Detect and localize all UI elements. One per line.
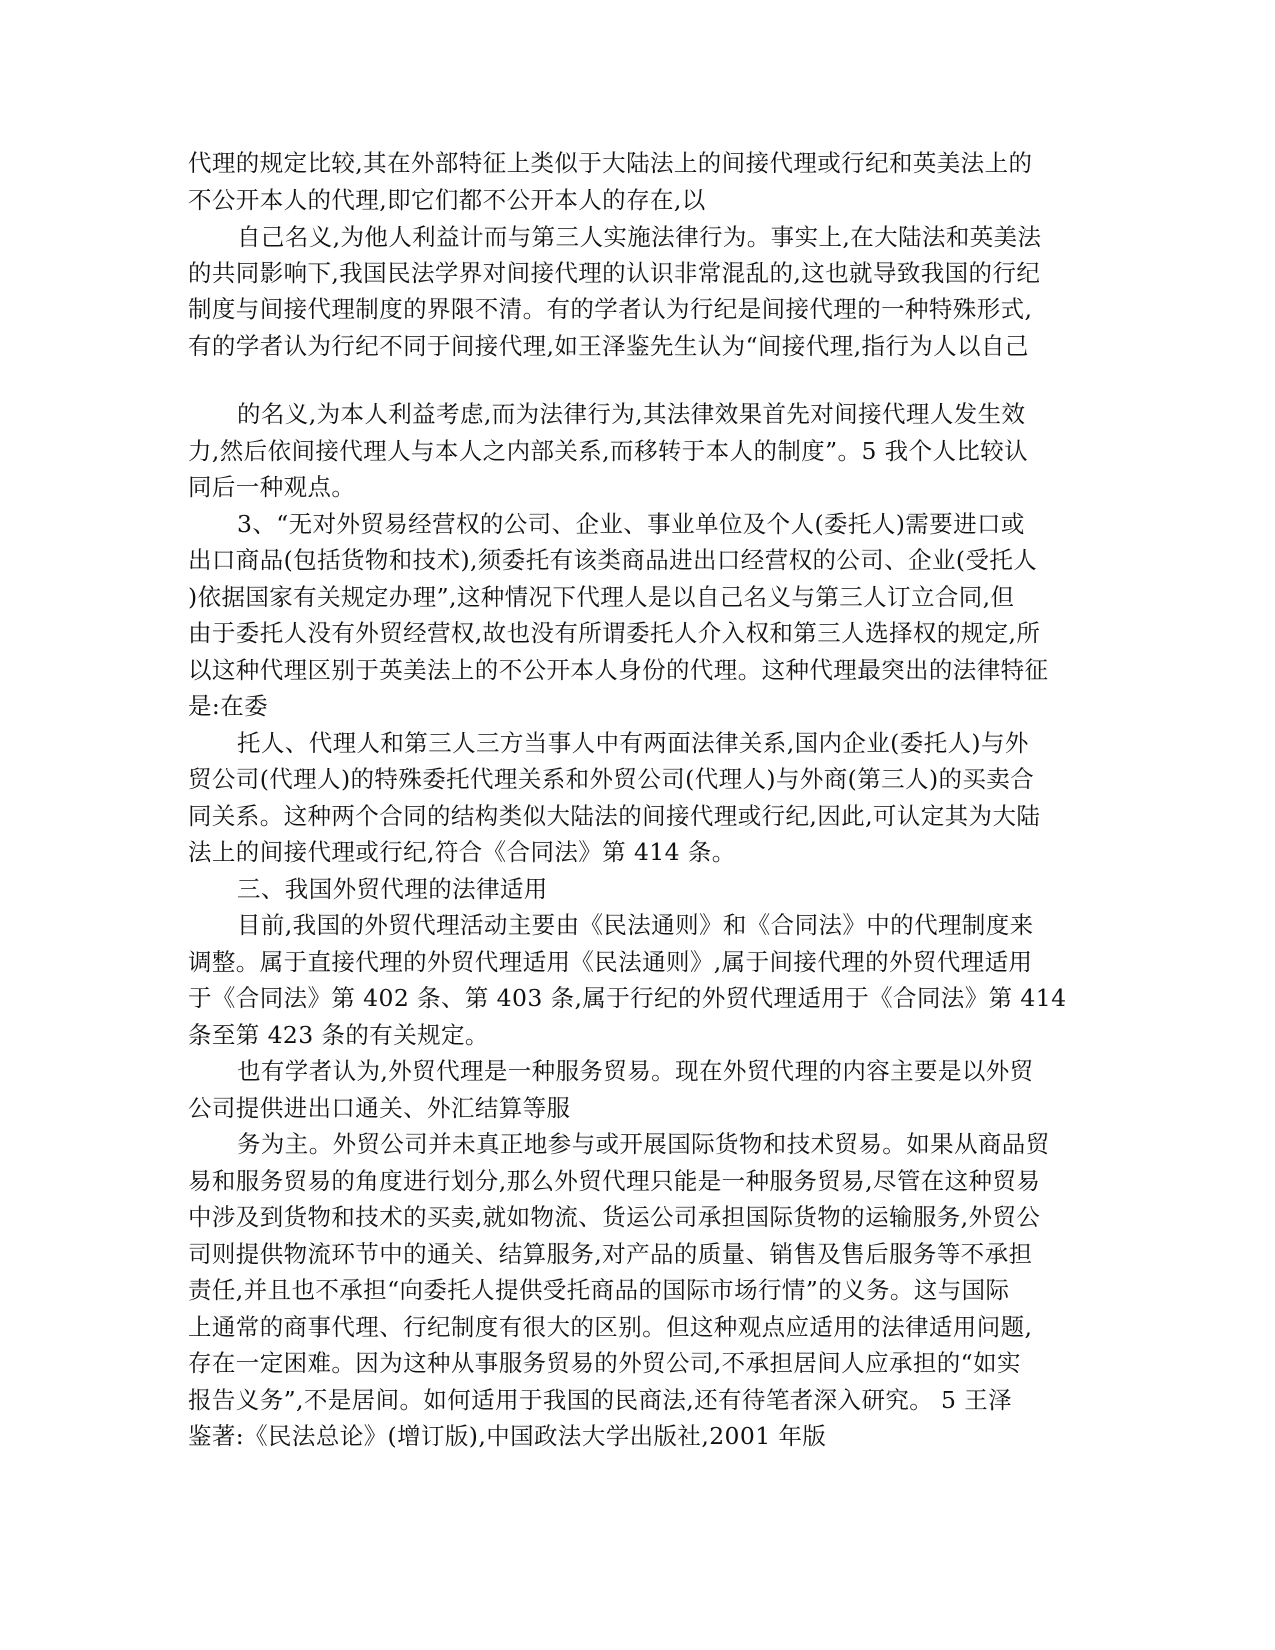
text-line: 3、“无对外贸易经营权的公司、企业、事业单位及个人(委托人)需要进口或 — [237, 510, 1025, 538]
text-line: 责任,并且也不承担“向委托人提供受托商品的国际市场行情”的义务。这与国际 — [188, 1276, 1010, 1304]
text-line: 报告义务”,不是居间。如何适用于我国的民商法,还有待笔者深入研究。 5 王泽 — [188, 1386, 1013, 1414]
text-line: 司则提供物流环节中的通关、结算服务,对产品的质量、销售及售后服务等不承担 — [188, 1240, 1033, 1268]
text-line: 存在一定困难。因为这种从事服务贸易的外贸公司,不承担居间人应承担的“如实 — [188, 1349, 1021, 1377]
text-line: 不公开本人的代理,即它们都不公开本人的存在,以 — [188, 186, 706, 214]
text-line: 贸公司(代理人)的特殊委托代理关系和外贸公司(代理人)与外商(第三人)的买卖合 — [188, 765, 1035, 793]
text-line: 是:在委 — [188, 692, 269, 720]
section-heading: 三、我国外贸代理的法律适用 — [237, 875, 548, 903]
text-line: 代理的规定比较,其在外部特征上类似于大陆法上的间接代理或行纪和英美法上的 — [188, 149, 1033, 177]
text-line: 的共同影响下,我国民法学界对间接代理的认识非常混乱的,这也就导致我国的行纪 — [188, 259, 1041, 287]
text-line: 托人、代理人和第三人三方当事人中有两面法律关系,国内企业(委托人)与外 — [237, 729, 1029, 757]
text-line: 力,然后依间接代理人与本人之内部关系,而移转于本人的制度”。5 我个人比较认 — [188, 437, 1029, 465]
text-line: 由于委托人没有外贸经营权,故也没有所谓委托人介入权和第三人选择权的规定,所 — [188, 619, 1041, 647]
text-line: 的名义,为本人利益考虑,而为法律行为,其法律效果首先对间接代理人发生效 — [237, 400, 1026, 428]
text-line: 中涉及到货物和技术的买卖,就如物流、货运公司承担国际货物的运输服务,外贸公 — [188, 1203, 1041, 1231]
text-line: 目前,我国的外贸代理活动主要由《民法通则》和《合同法》中的代理制度来 — [237, 911, 1034, 939]
text-line: 同关系。这种两个合同的结构类似大陆法的间接代理或行纪,因此,可认定其为大陆 — [188, 802, 1041, 830]
text-line: 以这种代理区别于英美法上的不公开本人身份的代理。这种代理最突出的法律特征 — [188, 656, 1049, 684]
text-line: 出口商品(包括货物和技术),须委托有该类商品进出口经营权的公司、企业(受托人 — [188, 546, 1038, 574]
text-line: 务为主。外贸公司并未真正地参与或开展国际货物和技术贸易。如果从商品贸 — [237, 1130, 1050, 1158]
text-line: 调整。属于直接代理的外贸代理适用《民法通则》,属于间接代理的外贸代理适用 — [188, 948, 1033, 976]
text-line: 上通常的商事代理、行纪制度有很大的区别。但这种观点应适用的法律适用问题, — [188, 1313, 1033, 1341]
text-line: 有的学者认为行纪不同于间接代理,如王泽鉴先生认为“间接代理,指行为人以自己 — [188, 332, 1029, 360]
text-line: 公司提供进出口通关、外汇结算等服 — [188, 1094, 571, 1122]
text-line: 制度与间接代理制度的界限不清。有的学者认为行纪是间接代理的一种特殊形式, — [188, 295, 1033, 323]
text-line: 同后一种观点。 — [188, 473, 356, 501]
footnote-line: 鉴著:《民法总论》(增订版),中国政法大学出版社,2001 年版 — [188, 1422, 827, 1450]
text-line: 条至第 423 条的有关规定。 — [188, 1021, 489, 1049]
text-line: 易和服务贸易的角度进行划分,那么外贸代理只能是一种服务贸易,尽管在这种贸易 — [188, 1167, 1041, 1195]
text-line: 自己名义,为他人利益计而与第三人实施法律行为。事实上,在大陆法和英美法 — [237, 223, 1042, 251]
text-line: 法上的间接代理或行纪,符合《合同法》第 414 条。 — [188, 838, 736, 866]
text-line: 于《合同法》第 402 条、第 403 条,属于行纪的外贸代理适用于《合同法》第 414 — [188, 984, 1067, 1012]
text-line: )依据国家有关规定办理”,这种情况下代理人是以自己名义与第三人订立合同,但 — [188, 583, 1015, 611]
text-line: 也有学者认为,外贸代理是一种服务贸易。现在外贸代理的内容主要是以外贸 — [237, 1057, 1034, 1085]
